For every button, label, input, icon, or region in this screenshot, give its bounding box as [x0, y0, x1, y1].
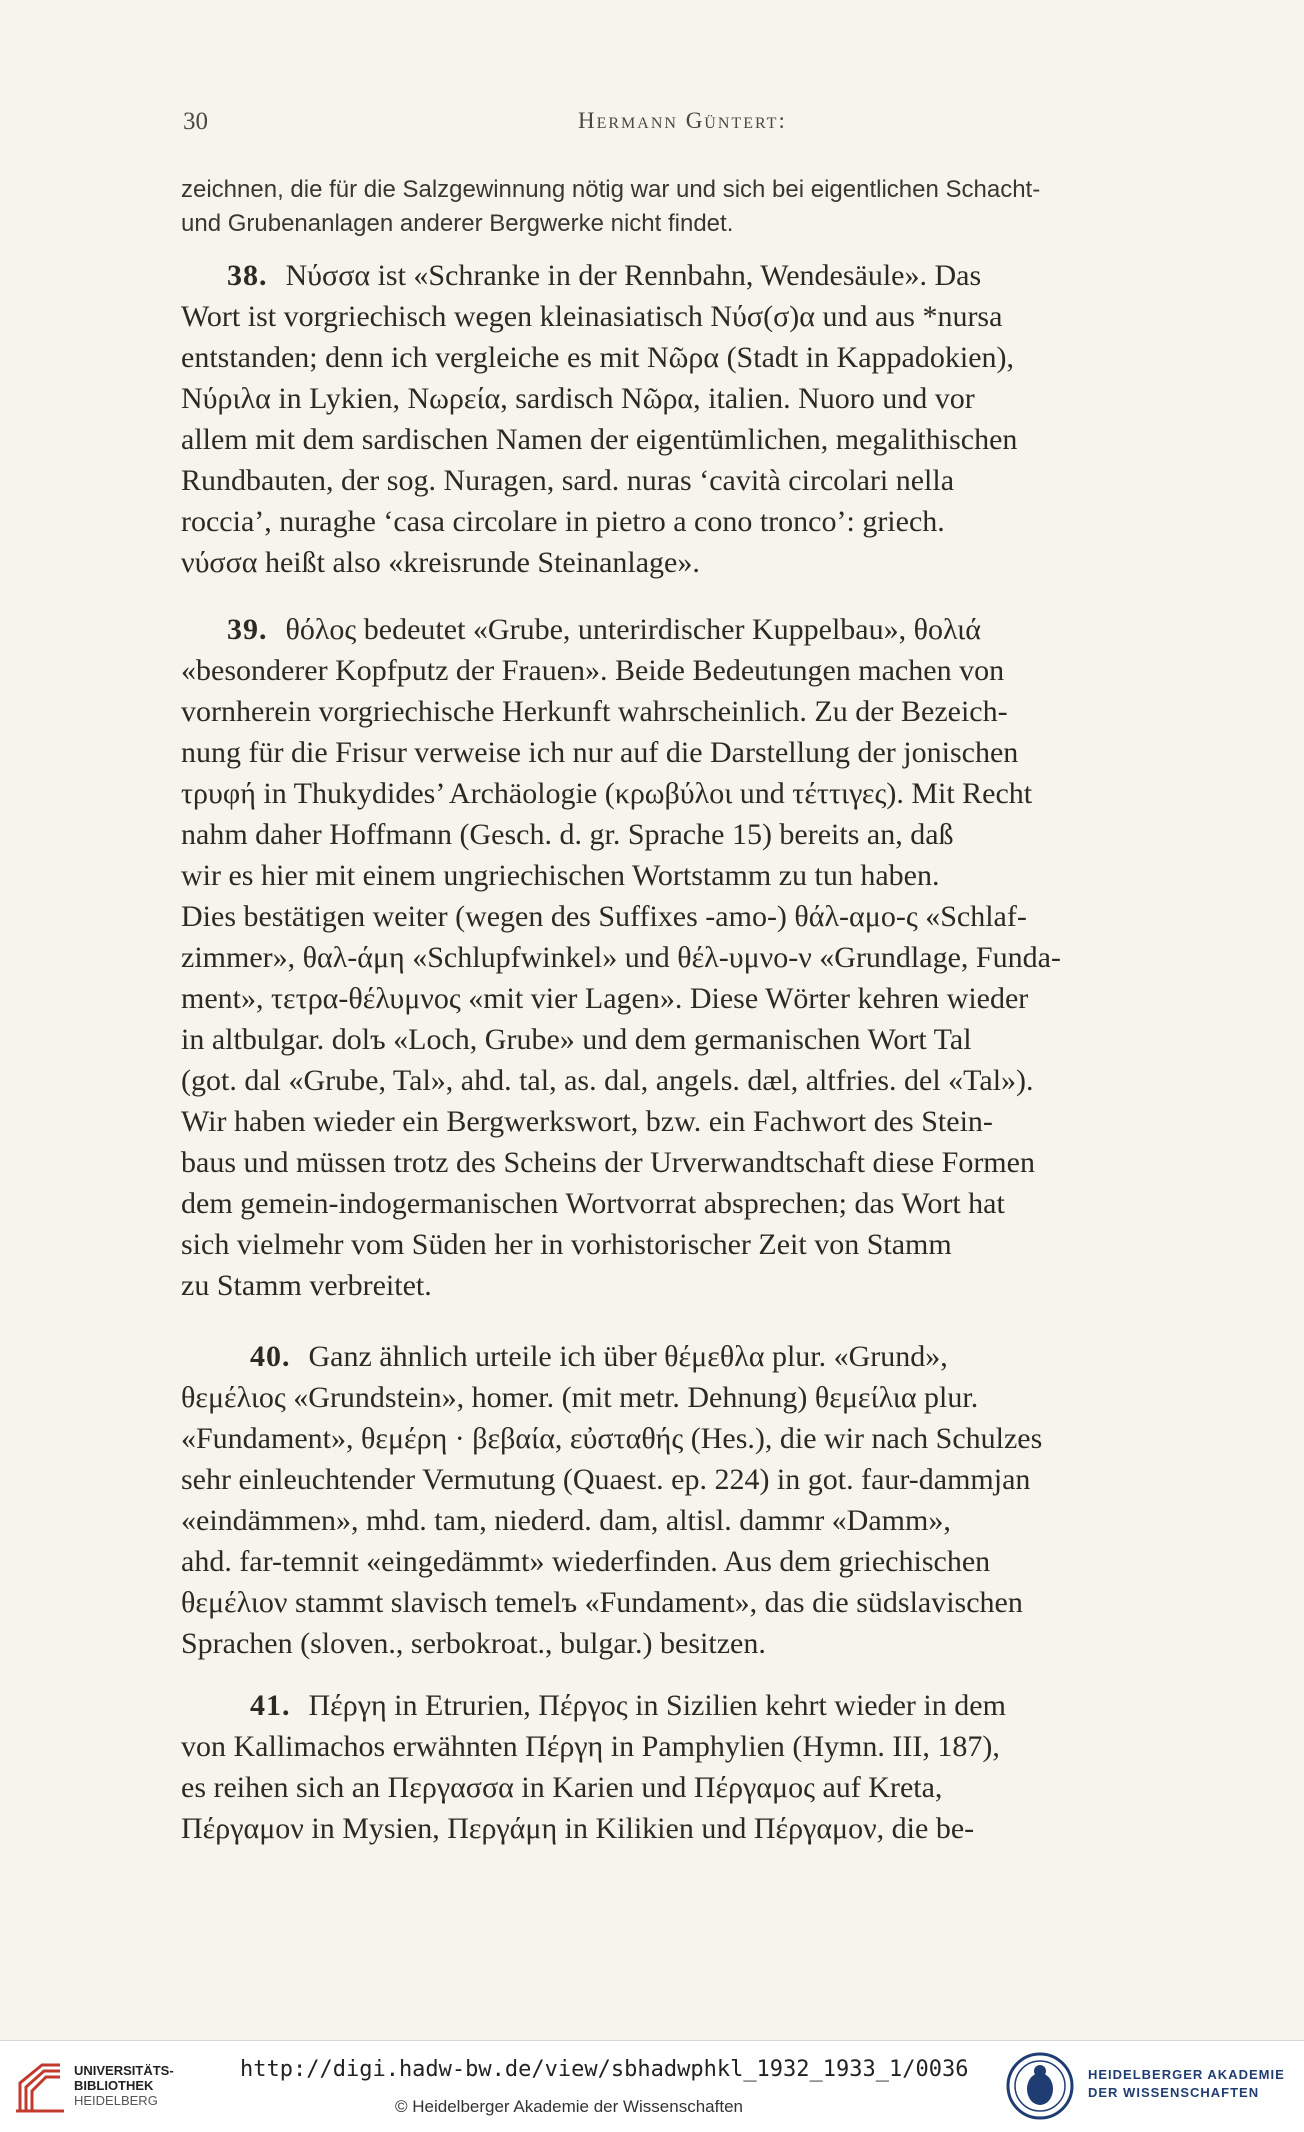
text-line: (got. dal «Grube, Tal», ahd. tal, as. dal, angels. dæl, altfries. del «Tal»). — [181, 1064, 1034, 1097]
viewer-footer — [0, 2040, 1304, 2132]
text-line: nung für die Frisur verweise ich nur auf die Darstellung der jonischen — [181, 736, 1019, 769]
text-line: ment», τετρα-θέλυμνος «mit vier Lagen». Diese Wörter kehren wieder — [181, 982, 1029, 1015]
text-line-section-40: 40. Ganz ähnlich urteile ich über θέμεθλα plur. «Grund», — [250, 1340, 948, 1373]
text-line: sich vielmehr vom Süden her in vorhistorischer Zeit von Stamm — [181, 1228, 952, 1261]
text-line: entstanden; denn ich vergleiche es mit Νῶρα (Stadt in Kappadokien), — [181, 341, 1014, 374]
page-header — [183, 108, 1193, 144]
text-line-section-41: 41. Πέργη in Etrurien, Πέργος in Sizilien kehrt wieder in dem — [250, 1689, 1006, 1722]
academy-seal-icon — [1005, 2051, 1075, 2121]
text-line: νύσσα heißt also «kreisrunde Steinanlage». — [181, 546, 700, 579]
permalink-url[interactable]: http://digi.hadw-bw.de/view/sbhadwphkl_1932_1933_1/0036 — [240, 2057, 969, 2082]
text-line: «Fundament», θεμέρη · βεβαία, εὐσταθής (Hes.), die wir nach Schulzes — [181, 1422, 1043, 1455]
text-line: «eindämmen», mhd. tam, niederd. dam, altisl. dammr «Damm», — [181, 1504, 951, 1537]
text-line: zimmer», θαλ-άμη «Schlupfwinkel» und θέλ-υμνο-ν «Grundlage, Funda- — [181, 941, 1061, 974]
text-line: dem gemein-indogermanischen Wortvorrat absprechen; das Wort hat — [181, 1187, 1005, 1220]
text-line: Wort ist vorgriechisch wegen kleinasiatisch Νύσ(σ)α und aus *nursa — [181, 300, 1003, 333]
section-number: 40. — [250, 1340, 291, 1373]
copyright-notice: © Heidelberger Akademie der Wissenschaften — [395, 2097, 743, 2116]
text-line: Rundbauten, der sog. Nuragen, sard. nuras ‘cavità circolari nella — [181, 464, 955, 497]
academy-label — [1088, 2066, 1285, 2102]
text-line: θεμέλιον stammt slavisch temelъ «Fundament», das die südslavischen — [181, 1586, 1023, 1619]
university-label-line-2: BIBLIOTHEK — [74, 2078, 154, 2093]
page-number: 30 — [183, 108, 208, 135]
section-number: 39. — [227, 613, 268, 646]
text-line: es reihen sich an Περγασσα in Karien und Πέργαμος auf Kreta, — [181, 1771, 943, 1804]
text-line: zu Stamm verbreitet. — [181, 1269, 432, 1302]
running-head: Hermann Güntert: — [578, 108, 787, 133]
university-label-line-3: HEIDELBERG — [74, 2093, 158, 2108]
academy-label-line-2: DER WISSENSCHAFTEN — [1088, 2085, 1260, 2100]
text-line: Wir haben wieder ein Bergwerkswort, bzw. ein Fachwort des Stein- — [181, 1105, 993, 1138]
text-line: θεμέλιος «Grundstein», homer. (mit metr. Dehnung) θεμείλια plur. — [181, 1381, 979, 1414]
text-line: in altbulgar. dolъ «Loch, Grube» und dem germanischen Wort Tal — [181, 1023, 972, 1056]
text-line: τρυφή in Thukydides’ Archäologie (κρωβύλοι und τέττιγες). Mit Recht — [181, 777, 1033, 810]
text-line: «besonderer Kopfputz der Frauen». Beide Bedeutungen machen von — [181, 654, 1005, 687]
text-line-section-38: 38. Νύσσα ist «Schranke in der Rennbahn, Wendesäule». Das — [227, 259, 982, 292]
text-line: vornherein vorgriechische Herkunft wahrscheinlich. Zu der Bezeich- — [181, 695, 1008, 728]
text-line: sehr einleuchtender Vermutung (Quaest. ep. 224) in got. faur-dammjan — [181, 1463, 1031, 1496]
text-line: Νύριλα in Lykien, Νωρεία, sardisch Νῶρα, italien. Nuoro und vor — [181, 382, 975, 415]
text-line: roccia’, nuraghe ‘casa circolare in pietro a cono tronco’: griech. — [181, 505, 945, 538]
text-line: wir es hier mit einem ungriechischen Wortstamm zu tun haben. — [181, 859, 940, 892]
text-line: baus und müssen trotz des Scheins der Urverwandtschaft diese Formen — [181, 1146, 1035, 1179]
text-line: zeichnen, die für die Salzgewinnung nötig war und sich bei eigentlichen Schacht- — [181, 176, 1041, 203]
text-line: nahm daher Hoffmann (Gesch. d. gr. Sprache 15) bereits an, daß — [181, 818, 954, 851]
text-line: und Grubenanlagen anderer Bergwerke nicht findet. — [181, 210, 734, 237]
university-library-label — [74, 2063, 174, 2108]
text-line: Dies bestätigen weiter (wegen des Suffixes -amo-) θάλ-αμο-ς «Schlaf- — [181, 900, 1027, 933]
academy-label-line-1: HEIDELBERGER AKADEMIE — [1088, 2067, 1285, 2082]
university-library-logo-icon — [14, 2059, 66, 2117]
text-line: ahd. far-temnit «eingedämmt» wiederfinden. Aus dem griechischen — [181, 1545, 991, 1578]
text-line: Sprachen (sloven., serbokroat., bulgar.) besitzen. — [181, 1627, 766, 1660]
section-number: 41. — [250, 1689, 291, 1722]
text-line-section-39: 39. θόλος bedeutet «Grube, unterirdischer Kuppelbau», θολιά — [227, 613, 981, 646]
text-line: Πέργαμον in Mysien, Περγάμη in Kilikien und Πέργαμον, die be- — [181, 1812, 975, 1845]
text-line: von Kallimachos erwähnten Πέργη in Pamphylien (Hymn. III, 187), — [181, 1730, 1000, 1763]
text-line: allem mit dem sardischen Namen der eigentümlichen, megalithischen — [181, 423, 1018, 456]
section-number: 38. — [227, 259, 268, 292]
university-label-line-1: UNIVERSITÄTS- — [74, 2063, 174, 2078]
